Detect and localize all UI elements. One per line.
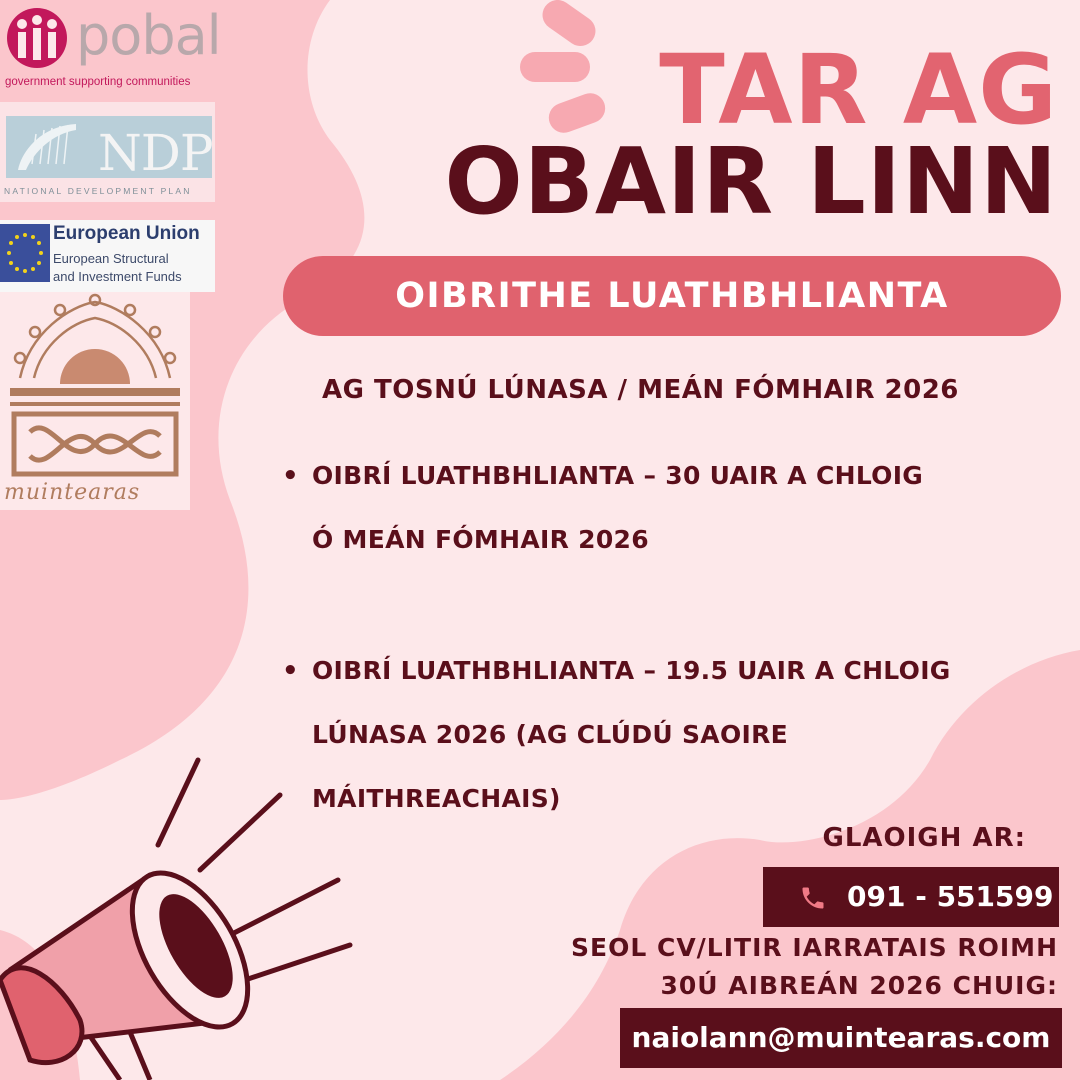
eu-line-2: and Investment Funds <box>53 269 182 284</box>
bullet-2: • <box>282 656 299 686</box>
headline-line-1: TAR AG <box>659 34 1058 146</box>
pobal-wordmark: pobal <box>76 4 221 67</box>
send-line-1: SEOL CV/LITIR IARRATAIS ROIMH <box>571 933 1058 962</box>
call-label: GLAOIGH AR: <box>822 823 1026 853</box>
start-date: AG TOSNÚ LÚNASA / MEÁN FÓMHAIR 2026 <box>322 375 959 405</box>
position-1-line-1: OIBRÍ LUATHBHLIANTA – 30 UAIR A CHLOIG <box>312 461 924 490</box>
phone-icon <box>799 884 827 912</box>
bullet-1: • <box>282 461 299 491</box>
position-2-line-1: OIBRÍ LUATHBHLIANTA – 19.5 UAIR A CHLOIG <box>312 656 951 685</box>
position-2-line-2: LÚNASA 2026 (AG CLÚDÚ SAOIRE <box>312 720 789 749</box>
eu-title: European Union <box>53 223 200 244</box>
ndp-wordmark: NDP <box>98 124 213 182</box>
megaphone-icon <box>0 740 380 1080</box>
pobal-people-icon <box>2 6 72 70</box>
role-banner <box>283 256 1061 336</box>
ndp-tagline: NATIONAL DEVELOPMENT PLAN <box>4 186 192 196</box>
muintearas-emblem-icon <box>0 292 190 478</box>
ndp-banner <box>6 116 213 182</box>
muintearas-wordmark: muintearas <box>4 480 141 505</box>
pobal-logo <box>0 0 221 98</box>
harp-icon <box>12 120 82 174</box>
position-2-line-3: MÁITHREACHAIS) <box>312 784 561 813</box>
phone-box[interactable] <box>763 867 1059 927</box>
eu-line-1: European Structural <box>53 251 169 266</box>
email-address: naiolann@muintearas.com <box>631 1021 1051 1054</box>
eu-flag-icon <box>0 224 50 282</box>
phone-number: 091 - 551599 <box>847 880 1054 913</box>
ndp-logo <box>0 102 215 202</box>
headline-line-2: OBAIR LINN <box>444 128 1058 235</box>
eu-funds-logo <box>0 220 215 292</box>
send-line-2: 30Ú AIBREÁN 2026 CHUIG: <box>660 971 1058 1000</box>
pobal-tagline: government supporting communities <box>5 76 191 88</box>
role-label: OIBRITHE LUATHBHLIANTA <box>395 276 949 316</box>
position-1-line-2: Ó MEÁN FÓMHAIR 2026 <box>312 525 649 554</box>
email-box[interactable] <box>620 1008 1062 1068</box>
muintearas-logo <box>0 292 190 510</box>
